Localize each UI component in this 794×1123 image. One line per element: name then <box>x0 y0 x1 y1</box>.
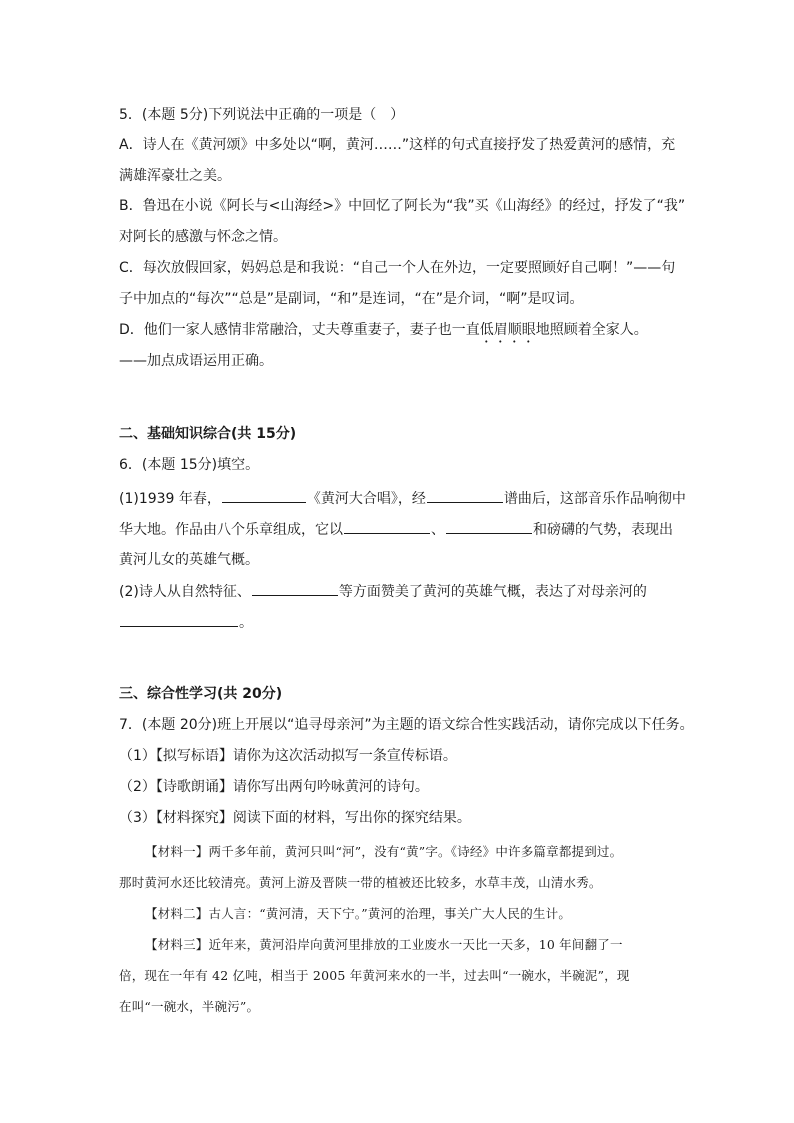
q6-stem: 6．(本题 15分)填空。 <box>119 457 260 473</box>
q6-part1-line2 <box>119 519 673 540</box>
q5-option-d-dotted-idiom: 低眉顺眼 <box>479 322 536 338</box>
q7-task1: （1）【拟写标语】请你为这次活动拟写一条宣传标语。 <box>119 748 457 764</box>
q6-part2-line1 <box>119 581 647 602</box>
q6-part1-text-e: 、 <box>431 522 445 538</box>
q5-option-d-text-pre: D．他们一家人感情非常融洽，丈夫尊重妻子，妻子也一直 <box>119 322 480 338</box>
q6-blank-style1[interactable] <box>344 519 430 534</box>
q5-option-d-text-post: 地照顾着全家人。 <box>535 322 648 338</box>
q5-option-b-line1: B．鲁迅在小说《阿长与<山海经>》中回忆了阿长为“我”买《山海经》的经过，抒发了“我” <box>119 198 686 214</box>
q6-blank-lyricist[interactable] <box>222 488 306 503</box>
material-3-line2: 倍，现在一年有 42 亿吨，相当于 2005 年黄河来水的一半，过去叫“一碗水，半碗泥”，现 <box>119 968 630 983</box>
q5-option-a-line2: 满雄浑豪壮之美。 <box>119 168 231 184</box>
q6-part2-end: 。 <box>239 615 253 631</box>
q5-option-c-line1: C．每次放假回家，妈妈总是和我说：“自己一个人在外边，一定要照顾好自己啊！”——句 <box>119 260 676 276</box>
section-heading-integrated-learning: 三、综合性学习(共 20分) <box>119 686 283 702</box>
q6-part1-text-c: 谱曲后，这部音乐作品响彻中 <box>503 491 686 507</box>
q6-blank-composer[interactable] <box>427 488 503 503</box>
q6-part1-line3: 黄河儿女的英雄气概。 <box>119 552 259 568</box>
q6-part2-text-a: (2)诗人从自然特征、 <box>119 584 251 600</box>
q5-option-a-line1: A．诗人在《黄河颂》中多处以“啊，黄河……”这样的句式直接抒发了热爱黄河的感情，充 <box>119 137 676 153</box>
material-1-line2: 那时黄河水还比较清亮。黄河上游及晋陕一带的植被还比较多，水草丰茂，山清水秀。 <box>119 875 602 890</box>
q6-part1-text-d: 华大地。作品由八个乐章组成，它以 <box>119 522 343 538</box>
section-heading-basic-knowledge: 二、基础知识综合(共 15分) <box>119 426 297 442</box>
q5-option-b-line2: 对阿长的感激与怀念之情。 <box>119 229 287 245</box>
q7-stem: 7．(本题 20分)班上开展以“追寻母亲河”为主题的语文综合性实践活动，请你完成以下任务。 <box>119 717 694 733</box>
q7-task3: （3）【材料探究】阅读下面的材料，写出你的探究结果。 <box>119 810 471 826</box>
q7-task2: （2）【诗歌朗诵】请你写出两句吟咏黄河的诗句。 <box>119 779 429 795</box>
q6-part1-text-b: 《黄河大合唱》，经 <box>306 491 426 507</box>
material-1-line1: 【材料一】两千多年前，黄河只叫“河”，没有“黄”字。《诗经》中许多篇章都提到过。 <box>145 844 623 859</box>
q6-blank-style2[interactable] <box>446 519 532 534</box>
q5-stem: 5．(本题 5分)下列说法中正确的一项是（ ） <box>119 107 405 123</box>
q5-option-d-line1 <box>119 320 648 346</box>
q6-part1-text-f: 和磅礴的气势，表现出 <box>533 522 673 538</box>
q6-blank-feeling[interactable] <box>120 612 238 627</box>
q5-option-d-line2: ——加点成语运用正确。 <box>119 353 273 369</box>
q6-blank-aspect[interactable] <box>252 581 338 596</box>
q5-option-c-line2: 子中加点的“每次”“总是”是副词，“和”是连词，“在”是介词，“啊”是叹词。 <box>119 291 584 307</box>
q6-part2-line2 <box>119 612 253 633</box>
material-2: 【材料二】古人言：“黄河清，天下宁。”黄河的治理，事关广大人民的生计。 <box>145 906 572 921</box>
q6-part1-line1 <box>119 488 686 509</box>
q6-part2-text-b: 等方面赞美了黄河的英雄气概，表达了对母亲河的 <box>338 584 647 600</box>
q6-part1-text-a: (1)1939 年春， <box>119 491 221 507</box>
material-3-line3: 在叫“一碗水，半碗污”。 <box>119 999 260 1014</box>
material-3-line1: 【材料三】近年来，黄河沿岸向黄河里排放的工业废水一天比一天多，10 年间翻了一 <box>145 937 623 952</box>
